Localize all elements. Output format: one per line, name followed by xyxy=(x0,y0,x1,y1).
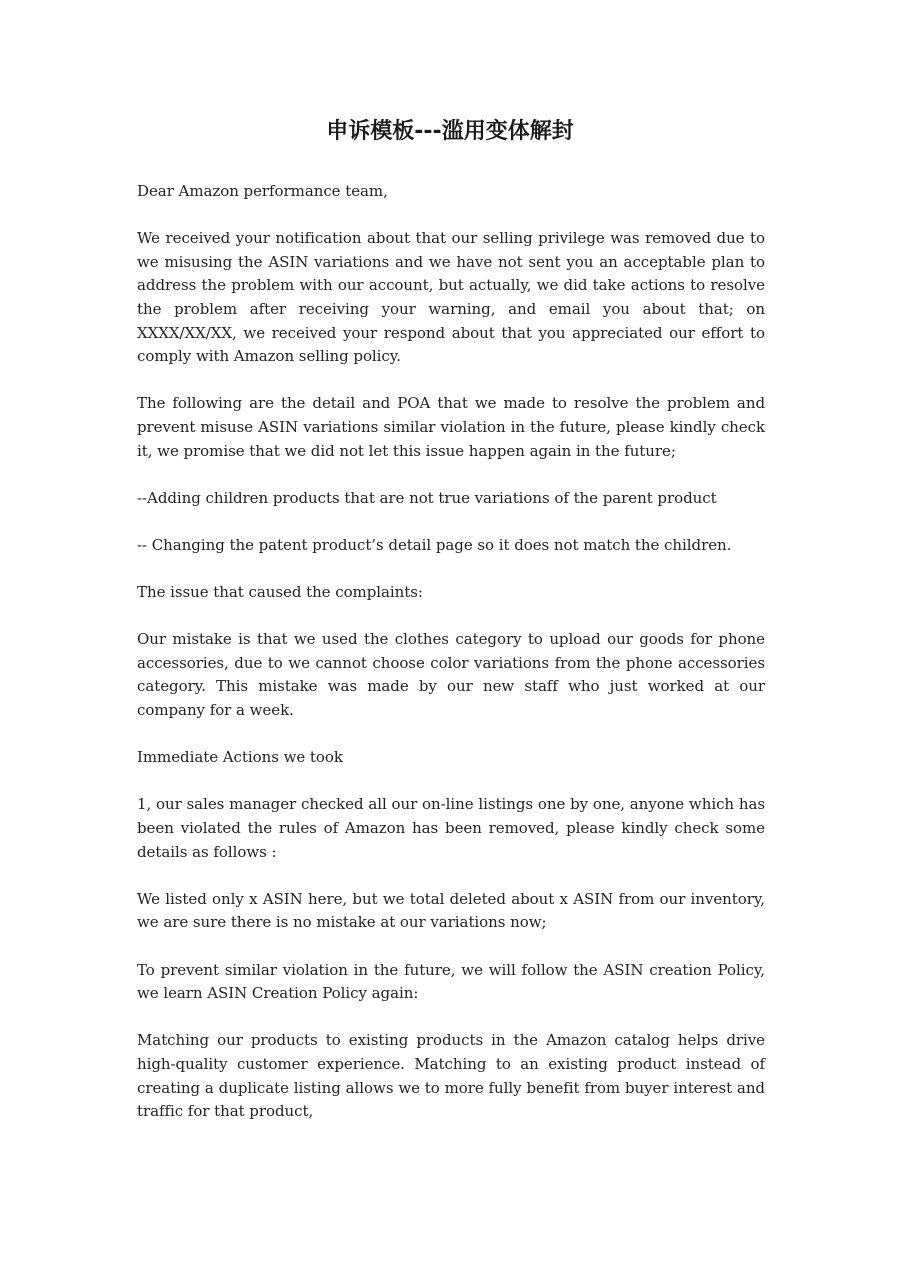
document-body xyxy=(137,180,765,1147)
paragraph-intro: We received your notification about that our selling privilege was removed due to we misusing the ASIN variations and we have not sent you an acceptable plan to address the problem with our account, but actually, we did take actions to resolve the problem after receiving your warning, and email you about that; on XXXX/XX/XX, we received your respond about that you appreciated our effort to comply with Amazon selling policy. xyxy=(137,229,765,366)
document-title: 申诉模板---滥用变体解封 xyxy=(326,119,574,144)
section-heading-actions: Immediate Actions we took xyxy=(137,748,343,767)
list-item-violation-1: --Adding children products that are not true variations of the parent product xyxy=(137,488,717,507)
paragraph-matching: Matching our products to existing products in the Amazon catalog helps drive high-quality customer experience. Matching to an existing product instead of creating a duplicate listing allows we to more fully benefit from buyer interest and traffic for that product, xyxy=(137,1031,765,1121)
paragraph-poa-intro: The following are the detail and POA that we made to resolve the problem and prevent misuse ASIN variations similar violation in the future, please kindly check it, we promise that we did not let this issue happen again in the future; xyxy=(137,394,765,460)
paragraph-action-1: 1, our sales manager checked all our on-line listings one by one, anyone which has been violated the rules of Amazon has been removed, please kindly check some details as follows : xyxy=(137,795,765,861)
paragraph-prevention: To prevent similar violation in the future, we will follow the ASIN creation Policy, we learn ASIN Creation Policy again: xyxy=(137,960,765,1003)
list-item-violation-2: -- Changing the patent product’s detail page so it does not match the children. xyxy=(137,535,732,554)
salutation: Dear Amazon performance team, xyxy=(137,182,388,200)
paragraph-asin-list: We listed only x ASIN here, but we total deleted about x ASIN from our inventory, we are sure there is no mistake at our variations now; xyxy=(137,889,765,932)
paragraph-mistake: Our mistake is that we used the clothes category to upload our goods for phone accessories, due to we cannot choose color variations from the phone accessories category. This mistake was made by our new staff who just worked at our company for a week. xyxy=(137,630,765,720)
section-heading-issue: The issue that caused the complaints: xyxy=(137,583,423,602)
